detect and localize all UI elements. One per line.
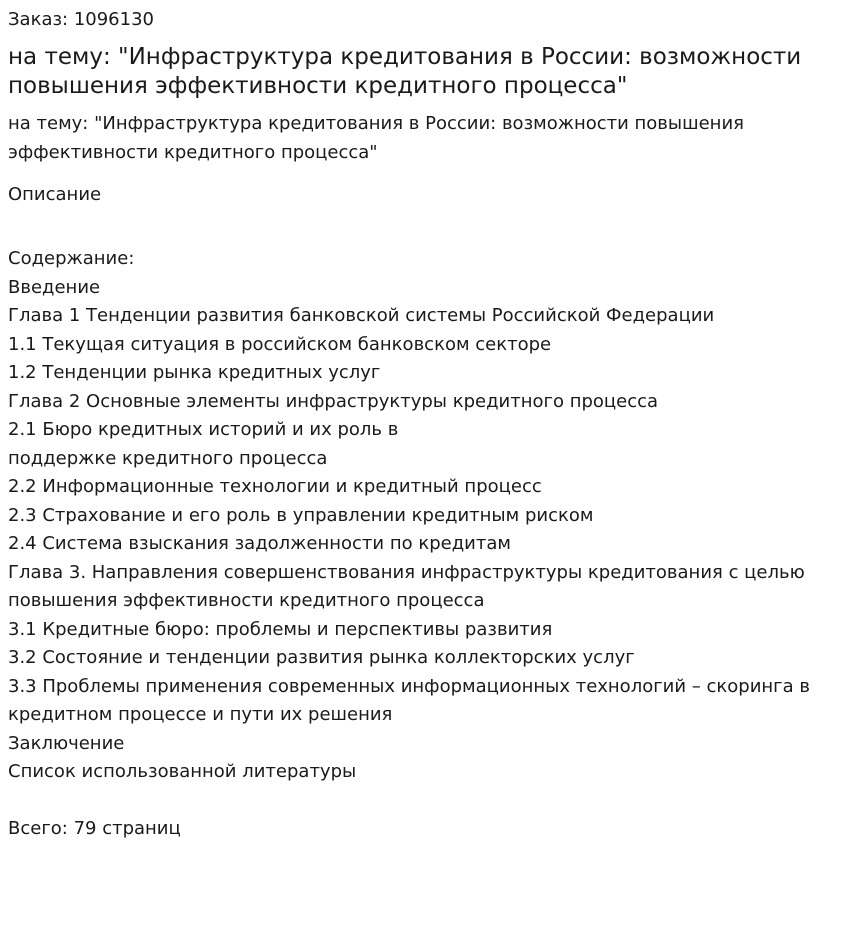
toc-item-2-3: 2.3 Страхование и его роль в управлении кредитным риском: [8, 504, 594, 526]
description-heading: Описание: [8, 184, 102, 205]
toc-item-introduction: Введение: [8, 276, 101, 298]
toc-item-3-1: 3.1 Кредитные бюро: проблемы и перспективы развития: [8, 618, 553, 640]
toc-item-1-1: 1.1 Текущая ситуация в российском банковском секторе: [8, 333, 552, 355]
toc-item-chapter-2: Глава 2 Основные элементы инфраструктуры кредитного процесса: [8, 390, 659, 412]
total-pages: Всего: 79 страниц: [8, 817, 181, 839]
toc-item-bibliography: Список использованной литературы: [8, 761, 357, 782]
toc-item-chapter-1: Глава 1 Тенденции развития банковской системы Российской Федерации: [8, 305, 715, 326]
toc-item-2-2: 2.2 Информационные технологии и кредитный процесс: [8, 476, 542, 497]
toc-item-3-3: 3.3 Проблемы применения современных информационных технологий – скоринга в кредитном процессе и пути их решения: [8, 675, 811, 725]
toc-heading: Содержание:: [8, 248, 135, 269]
toc-item-chapter-3: Глава 3. Направления совершенствования инфраструктуры кредитования с целью повышения эффективности кредитного процесса: [8, 561, 805, 611]
order-number: Заказ: 1096130: [8, 9, 154, 30]
toc-item-2-1-continued: поддержке кредитного процесса: [8, 447, 328, 469]
toc-item-1-2: 1.2 Тенденции рынка кредитных услуг: [8, 362, 381, 383]
toc-item-3-2: 3.2 Состояние и тенденции развития рынка коллекторских услуг: [8, 647, 635, 668]
toc-item-conclusion: Заключение: [8, 732, 125, 754]
toc-item-2-4: 2.4 Система взыскания задолженности по кредитам: [8, 533, 511, 554]
page-title: на тему: "Инфраструктура кредитования в России: возможности повышения эффективности кредитного процесса": [8, 44, 802, 99]
toc-item-2-1: 2.1 Бюро кредитных историй и их роль в: [8, 419, 399, 440]
page-subtitle: на тему: "Инфраструктура кредитования в России: возможности повышения эффективности кредитного процесса": [8, 113, 744, 163]
table-of-contents: [8, 245, 839, 787]
